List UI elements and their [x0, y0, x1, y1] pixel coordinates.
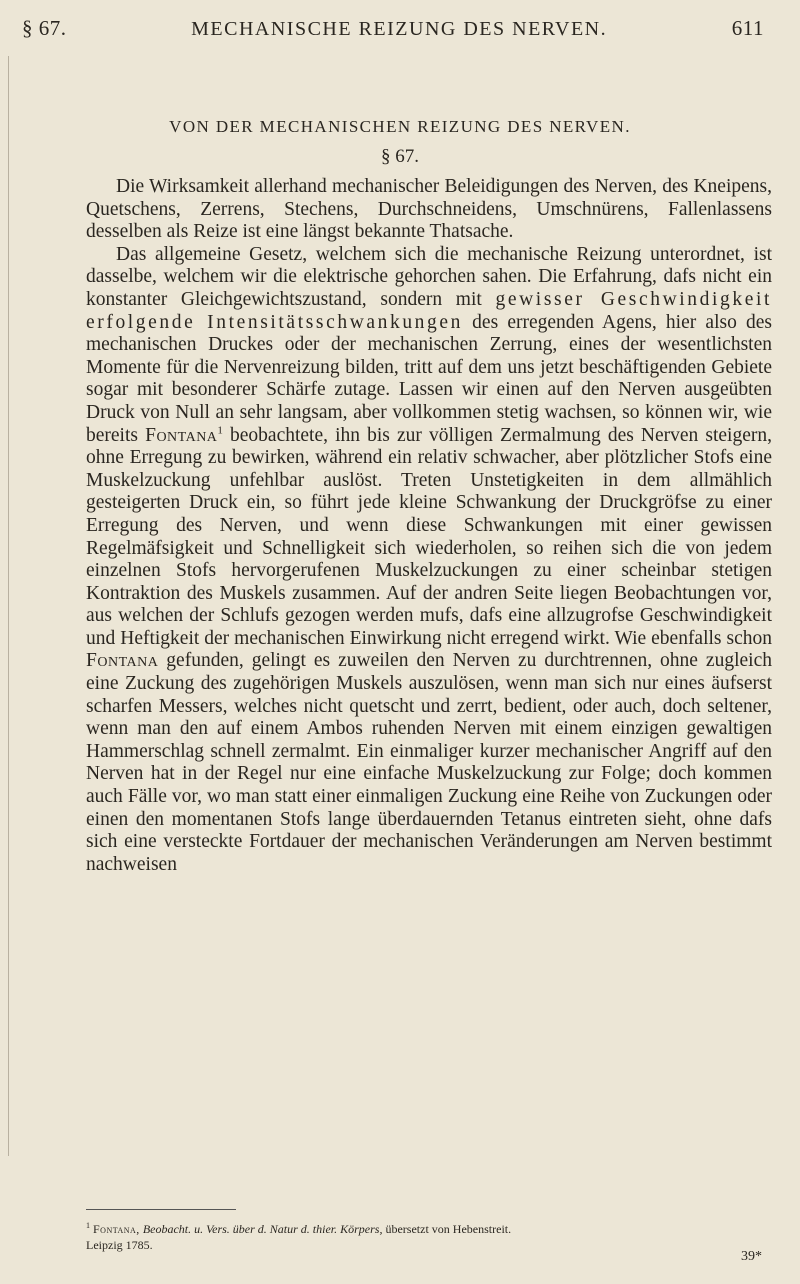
footnote-author: Fontana,: [93, 1222, 140, 1236]
body-text: [86, 176, 772, 876]
running-head: [22, 16, 764, 46]
binding-edge: [8, 56, 9, 1156]
chapter-title: VON DER MECHANISCHEN REIZUNG DES NERVEN.: [169, 117, 631, 136]
page-number: 611: [731, 16, 764, 40]
footnote-translator: übersetzt von Hebenstreit.: [382, 1222, 512, 1236]
paragraph-1: Die Wirksamkeit allerhand mechanischer Beleidigungen des Nerven, des Kneipens, Quetschens, Zerrens, Stechens, Durchschneidens, Umschnürens, Fallenlassens desselben als Reize ist eine längst bekannte Thatsache.: [86, 176, 772, 243]
signature-mark: 39*: [741, 1249, 762, 1264]
footnote-title: Beobacht. u. Vers. über d. Natur d. thier. Körpers,: [142, 1222, 383, 1236]
paragraph-2-part-a: Das allgemeine Gesetz, welchem sich die mechanische Reizung unterordnet, ist dasselbe, welchem wir die elektrische gehorchen sahen. Die Erfahrung, dafs nicht ein konstanter Gleichgewichtszustand, sondern mit: [86, 243, 772, 310]
spaced-emphasis: gewisser Geschwindigkeit erfolgende Intensitätsschwankungen: [86, 288, 772, 333]
running-head-section: § 67.: [22, 16, 67, 40]
author-fontana: Fontana: [145, 424, 218, 446]
footnote-line-1: [86, 1218, 772, 1237]
footnote-rule: [86, 1209, 236, 1210]
footnote-reference[interactable]: 1: [217, 424, 223, 437]
paragraph-2-part-c: beobachtete, ihn bis zur völligen Zermalmung des Nerven steigern, ohne Erregung zu bewirken, während ein relativ schwacher, aber plötzlicher Stofs eine Muskelzuckung unfehlbar auslöst. Treten Unstetigkeiten in dem allmählich gesteigerten Druck ein, so führt jede kleine Schwankung der Druckgröfse zu einer Erregung des Nerven, und wenn diese Schwankungen mit einer gewissen Regelmäfsigkeit und Schnelligkeit sich wiederholen, so reihen sich die von jedem einzelnen Stofs hervorgerufenen Muskelzuckungen zu einer scheinbar stetigen Kontraktion des Muskels zusammen. Auf der andren Seite liegen Beobachtungen vor, aus welchen der Schlufs gezogen werden mufs, dafs eine allzugrofse Geschwindigkeit und Heftigkeit der mechanischen Einwirkung nicht erregend wirkt. Wie ebenfalls schon: [86, 424, 773, 649]
footnote-mark: 1: [86, 1221, 90, 1230]
footnote-line-2: Leipzig 1785.: [86, 1238, 153, 1252]
footnote: [86, 1218, 772, 1253]
paragraph-2: [86, 244, 772, 877]
section-number: § 67.: [381, 146, 419, 167]
author-fontana: Fontana: [86, 650, 159, 672]
paragraph-2-part-b: des erregenden Agens, hier also des mechanischen Druckes oder der mechanischen Zerrung, eines der wesentlichsten Momente für die Nervenreizung bilden, tritt auf dem uns jetzt beschäftigenden Gebiete sogar mit besonderer Schärfe zutage. Lassen wir einen auf den Nerven ausgeübten Druck von Null an sehr langsam, aber vollkommen stetig wachsen, so können wir, wie bereits: [86, 311, 772, 446]
paragraph-2-part-d: gefunden, gelingt es zuweilen den Nerven zu durchtrennen, ohne zugleich eine Zuckung des zugehörigen Muskels auszulösen, wenn man sich nur eines äufserst scharfen Messers, welches nicht quetscht und zerrt, bedient, oder auch, doch seltener, wenn man den auf einem Ambos ruhenden Nerven mit einem einzigen gewaltigen Hammerschlag schnell zermalmt. Ein einmaliger kurzer mechanischer Angriff auf den Nerven hat in der Regel nur eine einfache Muskelzuckung zur Folge; doch kommen auch Fälle vor, wo man statt einer einmaligen Zuckung eine Reihe von Zuckungen oder einen den momentanen Stofs lange überdauernden Tetanus eintreten sieht, ohne dafs sich eine versteckte Fortdauer der mechanischen Veränderungen am Nerven bestimmt nachweisen: [86, 650, 772, 875]
running-head-title: MECHANISCHE REIZUNG DES NERVEN.: [191, 18, 608, 40]
